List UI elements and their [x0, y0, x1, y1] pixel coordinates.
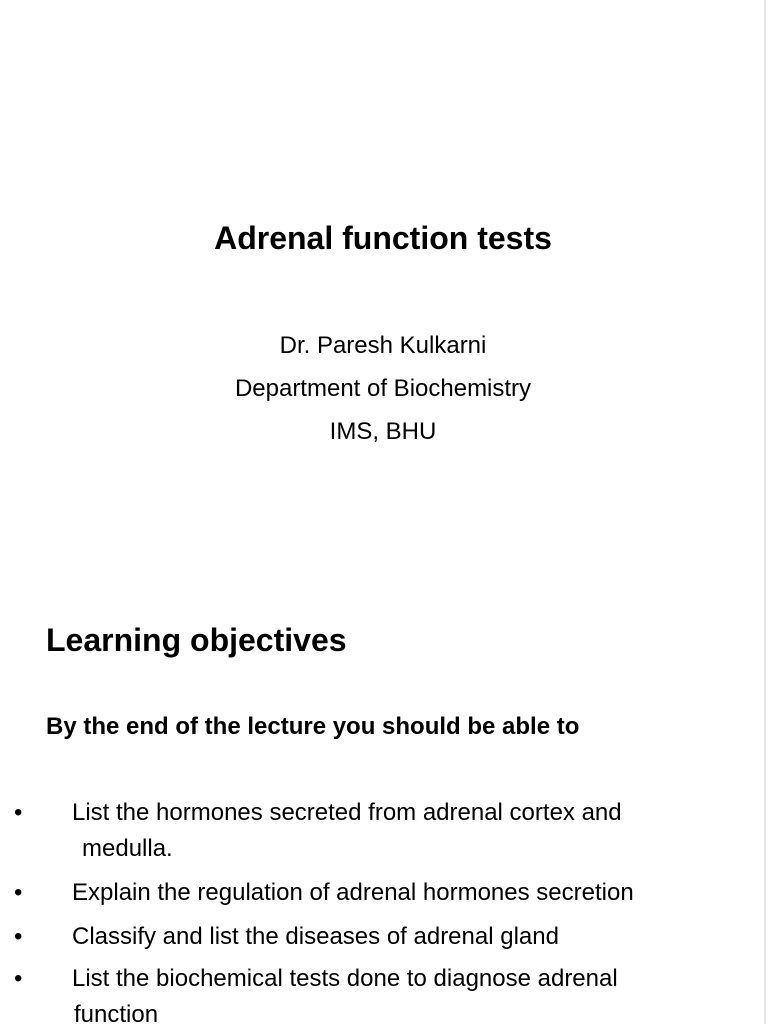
slide-title: Adrenal function tests [214, 220, 552, 256]
author-name: Dr. Paresh Kulkarni [279, 332, 487, 359]
objective-text [72, 919, 740, 955]
objective-line: List the hormones secreted from adrenal cortex and [72, 799, 622, 826]
list-item [0, 919, 740, 961]
section-heading: Learning objectives [46, 622, 347, 658]
institution-name: IMS, BHU [329, 418, 437, 445]
objective-line-continued: function [74, 1001, 159, 1024]
objectives-list [0, 795, 740, 1024]
bullet-icon: • [14, 965, 23, 992]
bullet-icon: • [14, 923, 23, 950]
objective-text [72, 875, 740, 911]
objective-line-continued: medulla. [82, 835, 173, 862]
objective-line: Classify and list the diseases of adrenal gland [72, 923, 559, 950]
objective-text [72, 961, 740, 1024]
page-edge-divider [764, 0, 766, 1024]
list-item [0, 795, 740, 875]
objective-line: Explain the regulation of adrenal hormones secretion [72, 879, 634, 906]
list-item [0, 961, 740, 1024]
author-block [0, 324, 766, 453]
list-item [0, 875, 740, 919]
department-name: Department of Biochemistry [234, 375, 532, 402]
objective-text [72, 795, 740, 867]
objectives-intro: By the end of the lecture you should be able to [46, 713, 580, 740]
objective-line: List the biochemical tests done to diagnose adrenal [72, 965, 618, 992]
bullet-icon: • [14, 799, 23, 826]
bullet-icon: • [14, 879, 23, 906]
